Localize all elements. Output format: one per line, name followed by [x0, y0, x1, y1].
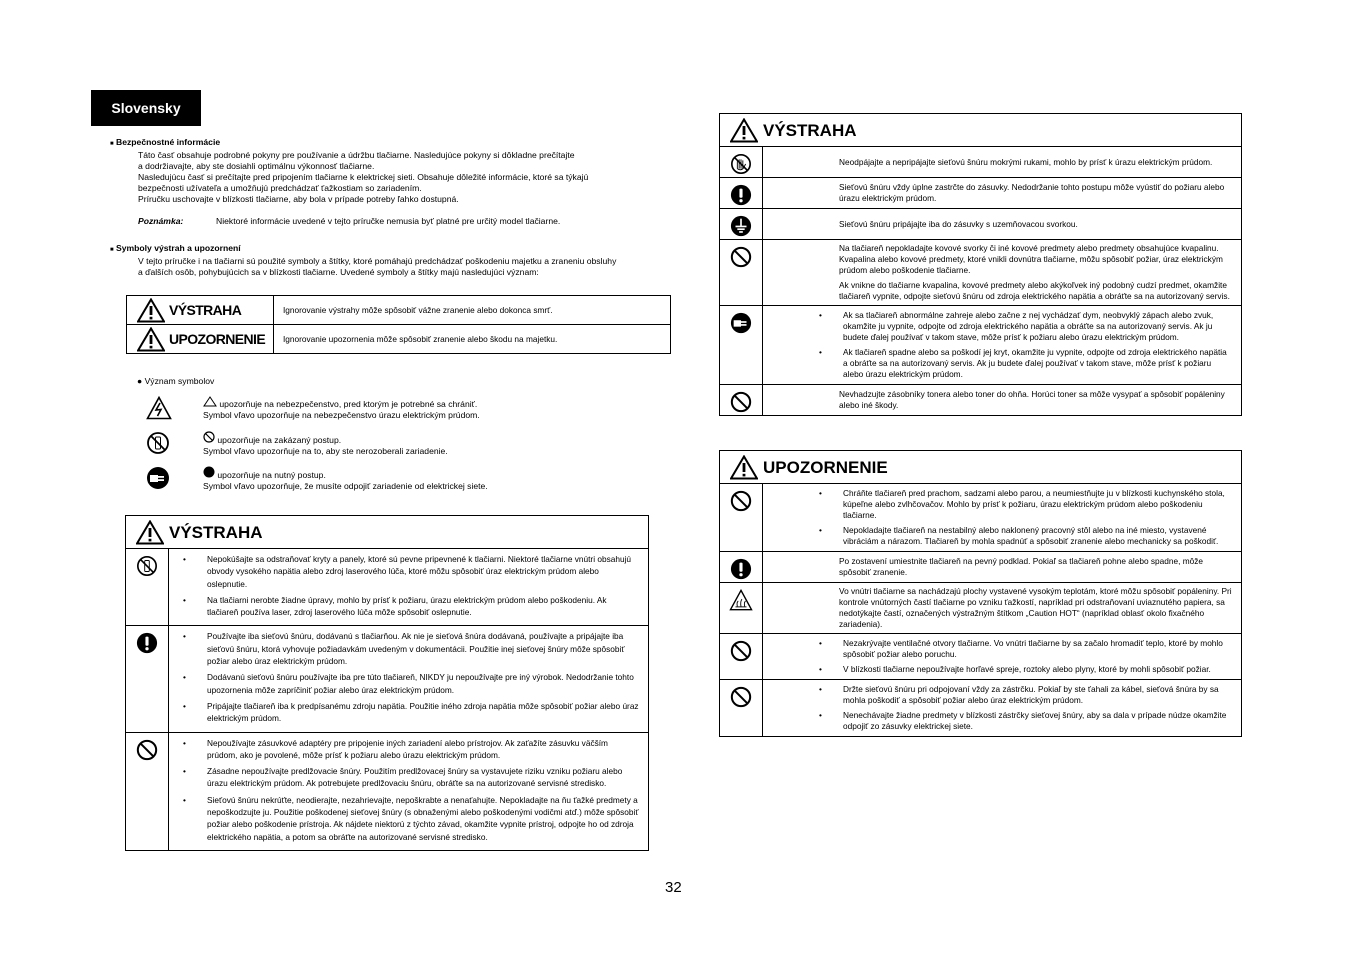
safety-line: a dodržiavajte, aby ste dosiahli optimálnu výkonnosť tlačiarne.	[138, 161, 375, 171]
warning-bullet: Sieťovú šnúru nekrúťte, neodierajte, nezahrievajte, nepoškrabte a nenaťahujte. Nepokladajte na ňu ťažké predmety a nepoškodzujte ju. Použitie poškodenej sieťovej šnúry (s obnaženými alebo poškodenými vodičmi atď.) môže spôsobiť požiar alebo poškodenie prístroja. Ak nájdete niektorú z týchto závad, okamžite vypnite prístroj, odpojte ho od zdroja elektrického napätia, a potom sa obráťte na autorizované servisné stredisko.	[207, 794, 639, 842]
caution-bullet: Chráňte tlačiareň pred prachom, sadzami alebo parou, a neumiestňujte ju v blízkosti kuchynského stola, kúpeľne alebo zvlhčovačov. Mohlo by prísť k požiaru, úrazu elektrickým prúdom alebo poškodeniu tlačiarne.	[843, 488, 1225, 520]
legend-line: Symbol vľavo upozorňuje na to, aby ste nerozoberali zariadenie.	[203, 446, 448, 456]
prohibited-symbol-icon	[203, 431, 215, 443]
no-disassembly-icon	[136, 555, 158, 577]
warning-bullet: Na tlačiarni nerobte žiadne úpravy, mohlo by prísť k požiaru, úrazu elektrickým prúdom alebo poškodeniu. Ak tlačiareň používa laser, zdroj laserového lúča môže spôsobiť oslepnutie.	[207, 594, 607, 618]
safety-text	[110, 150, 690, 227]
warning-bullet: Pripájajte tlačiareň iba k predpísanému zdroju napätia. Použitie iného zdroja napätia môže spôsobiť požiar alebo úraz elektrickým prúdom.	[207, 700, 639, 724]
warning-triangle-icon	[137, 298, 165, 323]
signal-text: Ignorovanie upozornenia môže spôsobiť zranenie alebo škodu na majetku.	[274, 325, 671, 354]
symbols-line: V tejto príručke i na tlačiarni sú použité symboly a štítky, ktoré pomáhajú predchádzať poškodeniu majetku a zraneniu obsluhy	[138, 256, 617, 266]
legend-item	[146, 466, 488, 492]
legend-line: Symbol vľavo upozorňuje, že musíte odpojiť zariadenie od elektrickej siete.	[203, 481, 488, 491]
caution-table-right: UPOZORNENIE • Chráňte tlačiareň pred prachom, sadzami alebo parou, a neumiestňujte ju v blízkosti kuchynského stola, kúpeľne alebo zvlhčovačov. Mohlo by prísť k požiaru, úrazu elektrickým prúdom alebo poškodeniu tlačiarne. • Nepokladajte tlačiareň na nestabilný alebo naklonený pracovný stôl alebo na iné miesto, vystavené vibráciám a nárazom. Tlačiareň by mohla spadnúť a spôsobiť zranenie alebo mechanicky sa poškodiť. Po zostavení umiestnite tlačiareň na pevný podklad. Pokiaľ sa tlačiareň pohne alebo spadne, môže spôsobiť zranenie. Vo vnútri tlačiarne sa nachádzajú plochy vystavené vysokým teplotám, ktoré môžu spôsobiť popáleniny. Pri kontrole vnútorných častí tlačiarne po vzniku ťažkostí, napríklad pri odstraňovaní uviaznutého papiera, sa nedotýkajte častí, označených výstražným štítkom „Caution HOT“ (napríklad oblasť okolo fixačného zariadenia). • Nezakrývajte ventilačné otvory tlačiarne. Vo vnútri tlačiarne by sa začalo hromadiť teplo, ktoré by mohlo spôsobiť požiar alebo poruchu. • V blízkosti tlačiarne nepoužívajte horľavé spreje, roztoky alebo plyny, ktoré by mohli spôsobiť požiar. • Držte sieťovú šnúru pri odpojovaní vždy za zástrčku. Pokiaľ by ste ťahali za kábel, sieťová šnúra by sa mohla poškodiť a spôsobiť požiar alebo úraz elektrickým prúdom. • Nenechávajte žiadne predmety v blízkosti zástrčky sieťovej šnúry, aby sa dala v prípade núdze okamžite odpojiť zo zásuvky elektrickej siete.	[719, 450, 1242, 737]
legend-line: upozorňuje na nutný postup.	[217, 470, 326, 480]
caution-text: Po zostavení umiestnite tlačiareň na pevný podklad. Pokiaľ sa tlačiareň pohne alebo spadne, môže spôsobiť zranenie.	[763, 552, 1242, 583]
electric-shock-icon	[146, 396, 172, 420]
prohibited-icon	[730, 490, 752, 512]
warning-bullet: Ak tlačiareň spadne alebo sa poškodí jej kryt, okamžite ju vypnite, odpojte od zdroja elektrického napätia a obráťte sa na autorizovaný servis. Ak ju budete ďalej používať v takom stave, môže prísť k požiaru alebo úrazu elektrickým prúdom.	[843, 347, 1227, 379]
warning-bullet: Používajte iba sieťovú šnúru, dodávanú s tlačiarňou. Ak nie je sieťová šnúra dodávaná, používajte a pripájajte iba sieťovú šnúru, ktorá vyhovuje požiadavkám uvedeným v dokumentácii. Použitie inej sieťovej šnúry môže spôsobiť požiar alebo úraz elektrickým prúdom.	[207, 631, 625, 667]
prohibited-icon	[730, 246, 752, 268]
signal-row-caution	[127, 325, 671, 354]
note-text: Niektoré informácie uvedené v tejto príručke nemusia byť platné pre určitý model tlačiarne.	[216, 216, 561, 226]
page-number: 32	[665, 879, 682, 896]
safety-section: ■ Bezpečnostné informácie Táto časť obsahuje podrobné pokyny pre používanie a údržbu tlačiarne. Nasledujúce pokyny si dôkladne prečítajte a dodržiavajte, aby ste dosiahli optimálnu výkonnosť tlačiarne. Nasledujúcu časť si prečítajte pred pripojením tlačiarne k elektrickej sieti. Obsahuje dôležité informácie, ktoré sa týkajú bezpečnosti užívateľa a umožňujú predchádzať ťažkostiam so zariadením. Príručku uschovajte v blízkosti tlačiarne, aby bola v prípade potreby ľahko dostupná. Poznámka: Niektoré informácie uvedené v tejto príručke nemusia byť platné pre určitý model tlačiarne.	[110, 137, 690, 227]
warning-title: VÝSTRAHA	[763, 121, 857, 140]
note-label: Poznámka:	[138, 216, 184, 226]
unplug-icon	[146, 466, 170, 490]
warning-text: Ak vnikne do tlačiarne kvapalina, kovové predmety alebo akýkoľvek iný podobný cudzí predmet, okamžite tlačiareň vypnite, odpojte sieťovú šnúru od zdroja elektrického napätia a obráťte sa na autorizovaný servis.	[839, 280, 1230, 301]
caution-title: UPOZORNENIE	[763, 458, 888, 477]
legend-line: upozorňuje na zakázaný postup.	[217, 435, 342, 445]
safety-line: Príručku uschovajte v blízkosti tlačiarne, aby bola v prípade potreby ľahko dostupná.	[138, 194, 459, 204]
mandatory-icon	[730, 558, 752, 580]
prohibited-icon	[136, 739, 158, 761]
caution-bullet: Držte sieťovú šnúru pri odpojovaní vždy za zástrčku. Pokiaľ by ste ťahali za kábel, sieťová šnúra by sa mohla poškodiť a spôsobiť požiar alebo úraz elektrickým prúdom.	[843, 684, 1219, 705]
warning-bullet: Nepoužívajte zásuvkové adaptéry pre pripojenie iných zariadení alebo prístrojov. Ak zaťažíte zásuvku väčším prúdom, ako je povolené, môže prísť k požiaru alebo úrazu elektrickým prúdom.	[207, 737, 608, 760]
signal-row-warning	[127, 296, 671, 325]
unplug-icon	[730, 312, 752, 334]
legend-line: Symbol vľavo upozorňuje na nebezpečenstvo úrazu elektrickým prúdom.	[203, 410, 480, 420]
mandatory-symbol-icon	[203, 466, 215, 478]
safety-line: bezpečnosti užívateľa a umožňujú predchádzať ťažkostiam so zariadením.	[138, 183, 422, 193]
caution-bullet: V blízkosti tlačiarne nepoužívajte horľavé spreje, roztoky alebo plyny, ktoré by mohli spôsobiť požiar.	[843, 664, 1211, 674]
symbols-section: ■ Symboly výstrah a upozornení V tejto príručke i na tlačiarni sú použité symboly a štítky, ktoré pomáhajú predchádzať poškodeniu majetku a zraneniu obsluhy a ďalších osôb, pohybujúcich sa v blízkosti tlačiarne. Uvedené symboly a štítky majú nasledujúci význam:	[110, 243, 690, 278]
warning-bullet: Dodávanú sieťovú šnúru používajte iba pre túto tlačiareň, NIKDY ju nepoužívajte pre iný výrobok. Nedodržanie tohto upozornenia môže zapríčiniť požiar alebo úraz elektrickým prúdom.	[207, 672, 634, 695]
signal-word-table	[126, 295, 671, 354]
warning-triangle-icon	[137, 327, 165, 352]
warning-table-right: VÝSTRAHA Neodpájajte a nepripájajte sieťovú šnúru mokrými rukami, mohlo by prísť k úrazu elektrickým prúdom. Sieťovú šnúru vždy úplne zastrčte do zásuvky. Nedodržanie tohto postupu môže vyústiť do požiaru alebo úrazu elektrickým prúdom. Sieťovú šnúru pripájajte iba do zásuvky s uzemňovacou svorkou. Na tlačiareň nepokladajte kovové svorky či iné kovové predmety alebo predmety obsahujúce kvapalinu. Kvapalina alebo kovové predmety, ktoré vnikli dovnútra tlačiarne, môžu spôsobiť požiar, úraz elektrickým prúdom alebo poškodenie tlačiarne. Ak vnikne do tlačiarne kvapalina, kovové predmety alebo akýkoľvek iný podobný cudzí predmet, okamžite tlačiareň vypnite, odpojte sieťovú šnúru od zdroja elektrického napätia a obráťte sa na autorizovaný servis. • Ak sa tlačiareň abnormálne zahreje alebo začne z nej vychádzať dym, neobvyklý zápach alebo zvuk, okamžite ju vypnite, odpojte od zdroja elektrického napätia a obráťte sa na autorizovaný servis. Ak ju budete ďalej používať v takom stave, môže prísť k požiaru alebo úrazu elektrickým prúdom. • Ak tlačiareň spadne alebo sa poškodí jej kryt, okamžite ju vypnite, odpojte od zdroja elektrického napätia a obráťte sa na autorizovaný servis. Ak ju budete ďalej používať v takom stave, môže prísť k požiaru alebo úrazu elektrickým prúdom. Nevhadzujte zásobníky tonera alebo toner do ohňa. Horúci toner sa môže vysypať a spôsobiť popáleniny alebo iné škody.	[719, 113, 1242, 416]
legend-item	[146, 396, 480, 421]
triangle-symbol-icon	[203, 396, 217, 407]
warning-triangle-icon	[730, 455, 758, 480]
mandatory-icon	[136, 632, 158, 654]
warning-text: Neodpájajte a nepripájajte sieťovú šnúru mokrými rukami, mohlo by prísť k úrazu elektrickým prúdom.	[763, 147, 1242, 178]
warning-triangle-icon	[136, 520, 164, 545]
warning-title: VÝSTRAHA	[169, 523, 263, 542]
hot-surface-icon	[729, 589, 753, 611]
safety-line: Nasledujúcu časť si prečítajte pred pripojením tlačiarne k elektrickej sieti. Obsahuje dôležité informácie, ktoré sa týkajú	[138, 172, 589, 182]
symbols-heading: Symboly výstrah a upozornení	[116, 243, 241, 253]
symbol-meaning-heading: ● Význam symbolov	[137, 376, 215, 386]
warning-bullet: Zásadne nepoužívajte predlžovacie šnúry. Použitím predlžovacej šnúry sa vystavujete riziku vzniku požiaru alebo úrazu elektrickým prúdom. Ak potrebujete predlžovaciu šnúru, obráťte sa na autorizované servisné stredisko.	[207, 766, 623, 789]
prohibited-icon	[730, 686, 752, 708]
warning-bullet: Ak sa tlačiareň abnormálne zahreje alebo začne z nej vychádzať dym, neobvyklý zápach alebo zvuk, okamžite ju vypnite, odpojte od zdroja elektrického napätia a obráťte sa na autorizovaný servis. Ak ju budete ďalej používať v takom stave, môže prísť k požiaru alebo úrazu elektrickým prúdom.	[843, 310, 1214, 342]
prohibited-icon	[730, 391, 752, 413]
prohibited-icon	[730, 640, 752, 662]
legend-item	[146, 431, 448, 457]
warning-triangle-icon	[730, 118, 758, 143]
signal-label: UPOZORNENIE	[169, 330, 266, 347]
warning-table-left: VÝSTRAHA • Nepokúšajte sa odstraňovať kryty a panely, ktoré sú pevne pripevnené k tlačiarni. Niektoré tlačiarne vnútri obsahujú obvody vysokého napätia alebo zdroj laserového lúča, ktoré môžu spôsobiť úraz elektrickým prúdom alebo oslepnutie. • Na tlačiarni nerobte žiadne úpravy, mohlo by prísť k požiaru, úrazu elektrickým prúdom alebo poškodeniu. Ak tlačiareň používa laser, zdroj laserového lúča môže spôsobiť oslepnutie. • Používajte iba sieťovú šnúru, dodávanú s tlačiarňou. Ak nie je sieťová šnúra dodávaná, používajte a pripájajte iba sieťovú šnúru, ktorá vyhovuje požiadavkám uvedeným v dokumentácii. Použitie inej sieťovej šnúry môže spôsobiť požiar alebo úraz elektrickým prúdom. • Dodávanú sieťovú šnúru používajte iba pre túto tlačiareň, NIKDY ju nepoužívajte pre iný výrobok. Nedodržanie tohto upozornenia môže zapríčiniť požiar alebo úraz elektrickým prúdom. • Pripájajte tlačiareň iba k predpísanému zdroju napätia. Použitie iného zdroja napätia môže spôsobiť požiar alebo úraz elektrickým prúdom. • Nepoužívajte zásuvkové adaptéry pre pripojenie iných zariadení alebo prístrojov. Ak zaťažíte zásuvku väčším prúdom, ako je povolené, môže prísť k požiaru alebo úrazu elektrickým prúdom. • Zásadne nepoužívajte predlžovacie šnúry. Použitím predlžovacej šnúry sa vystavujete riziku vzniku požiaru alebo úrazu elektrickým prúdom. Ak potrebujete predlžovaciu šnúru, obráťte sa na autorizované servisné stredisko. • Sieťovú šnúru nekrúťte, neodierajte, nezahrievajte, nepoškrabte a nenaťahujte. Nepokladajte na ňu ťažké predmety a nepoškodzujte ju. Použitie poškodenej sieťovej šnúry (s obnaženými alebo poškodenými vodičmi atď.) môže spôsobiť požiar alebo poškodenie prístroja. Ak nájdete niektorú z týchto závad, okamžite vypnite prístroj, odpojte ho od zdroja elektrického napätia, a potom sa obráťte na autorizované servisné stredisko.	[125, 515, 649, 851]
no-disassembly-icon	[146, 431, 170, 455]
no-wet-hands-icon	[730, 153, 752, 175]
ground-icon	[730, 215, 752, 237]
warning-text: Sieťovú šnúru vždy úplne zastrčte do zásuvky. Nedodržanie tohto postupu môže vyústiť do požiaru alebo úrazu elektrickým prúdom.	[763, 178, 1242, 209]
signal-text: Ignorovanie výstrahy môže spôsobiť vážne zranenie alebo dokonca smrť.	[274, 296, 671, 325]
safety-heading: Bezpečnostné informácie	[116, 137, 221, 147]
symbols-line: a ďalších osôb, pohybujúcich sa v blízkosti tlačiarne. Uvedené symboly a štítky majú nasledujúci význam:	[138, 267, 539, 277]
caution-text: Vo vnútri tlačiarne sa nachádzajú plochy vystavené vysokým teplotám, ktoré môžu spôsobiť popáleniny. Pri kontrole vnútorných častí tlačiarne po vzniku ťažkostí, napríklad pri odstraňovaní uviaznutého papiera, sa nedotýkajte častí, označených výstražným štítkom „Caution HOT“ (napríklad oblasť okolo fixačného zariadenia).	[763, 583, 1242, 634]
mandatory-icon	[730, 184, 752, 206]
language-tab: Slovensky	[91, 90, 201, 126]
caution-bullet: Nenechávajte žiadne predmety v blízkosti zástrčky sieťovej šnúry, aby sa dala v prípade núdze okamžite odpojiť zo zásuvky elektrickej siete.	[843, 710, 1227, 731]
legend-line: upozorňuje na nebezpečenstvo, pred ktorým je potrebné sa chrániť.	[219, 399, 478, 409]
warning-text: Sieťovú šnúru pripájajte iba do zásuvky s uzemňovacou svorkou.	[763, 209, 1242, 240]
warning-text: Nevhadzujte zásobníky tonera alebo toner do ohňa. Horúci toner sa môže vysypať a spôsobiť popáleniny alebo iné škody.	[763, 385, 1242, 416]
note	[138, 216, 690, 227]
warning-text: Na tlačiareň nepokladajte kovové svorky či iné kovové predmety alebo predmety obsahujúce kvapalinu. Kvapalina alebo kovové predmety, ktoré vnikli dovnútra tlačiarne, môžu spôsobiť požiar, úraz elektrickým prúdom alebo poškodenie tlačiarne.	[839, 243, 1223, 275]
caution-bullet: Nepokladajte tlačiareň na nestabilný alebo naklonený pracovný stôl alebo na iné miesto, vystavené vibráciám a nárazom. Tlačiareň by mohla spadnúť a spôsobiť zranenie alebo mechanicky sa poškodiť.	[843, 525, 1219, 546]
caution-bullet: Nezakrývajte ventilačné otvory tlačiarne. Vo vnútri tlačiarne by sa začalo hromadiť teplo, ktoré by mohlo spôsobiť požiar alebo poruchu.	[843, 638, 1223, 659]
safety-line: Táto časť obsahuje podrobné pokyny pre používanie a údržbu tlačiarne. Nasledujúce pokyny si dôkladne prečítajte	[138, 150, 575, 160]
signal-label: VÝSTRAHA	[169, 301, 242, 318]
warning-bullet: Nepokúšajte sa odstraňovať kryty a panely, ktoré sú pevne pripevnené k tlačiarni. Niektoré tlačiarne vnútri obsahujú obvody vysokého napätia alebo zdroj laserového lúča, ktoré môžu spôsobiť úraz elektrickým prúdom alebo oslepnutie.	[207, 554, 632, 589]
